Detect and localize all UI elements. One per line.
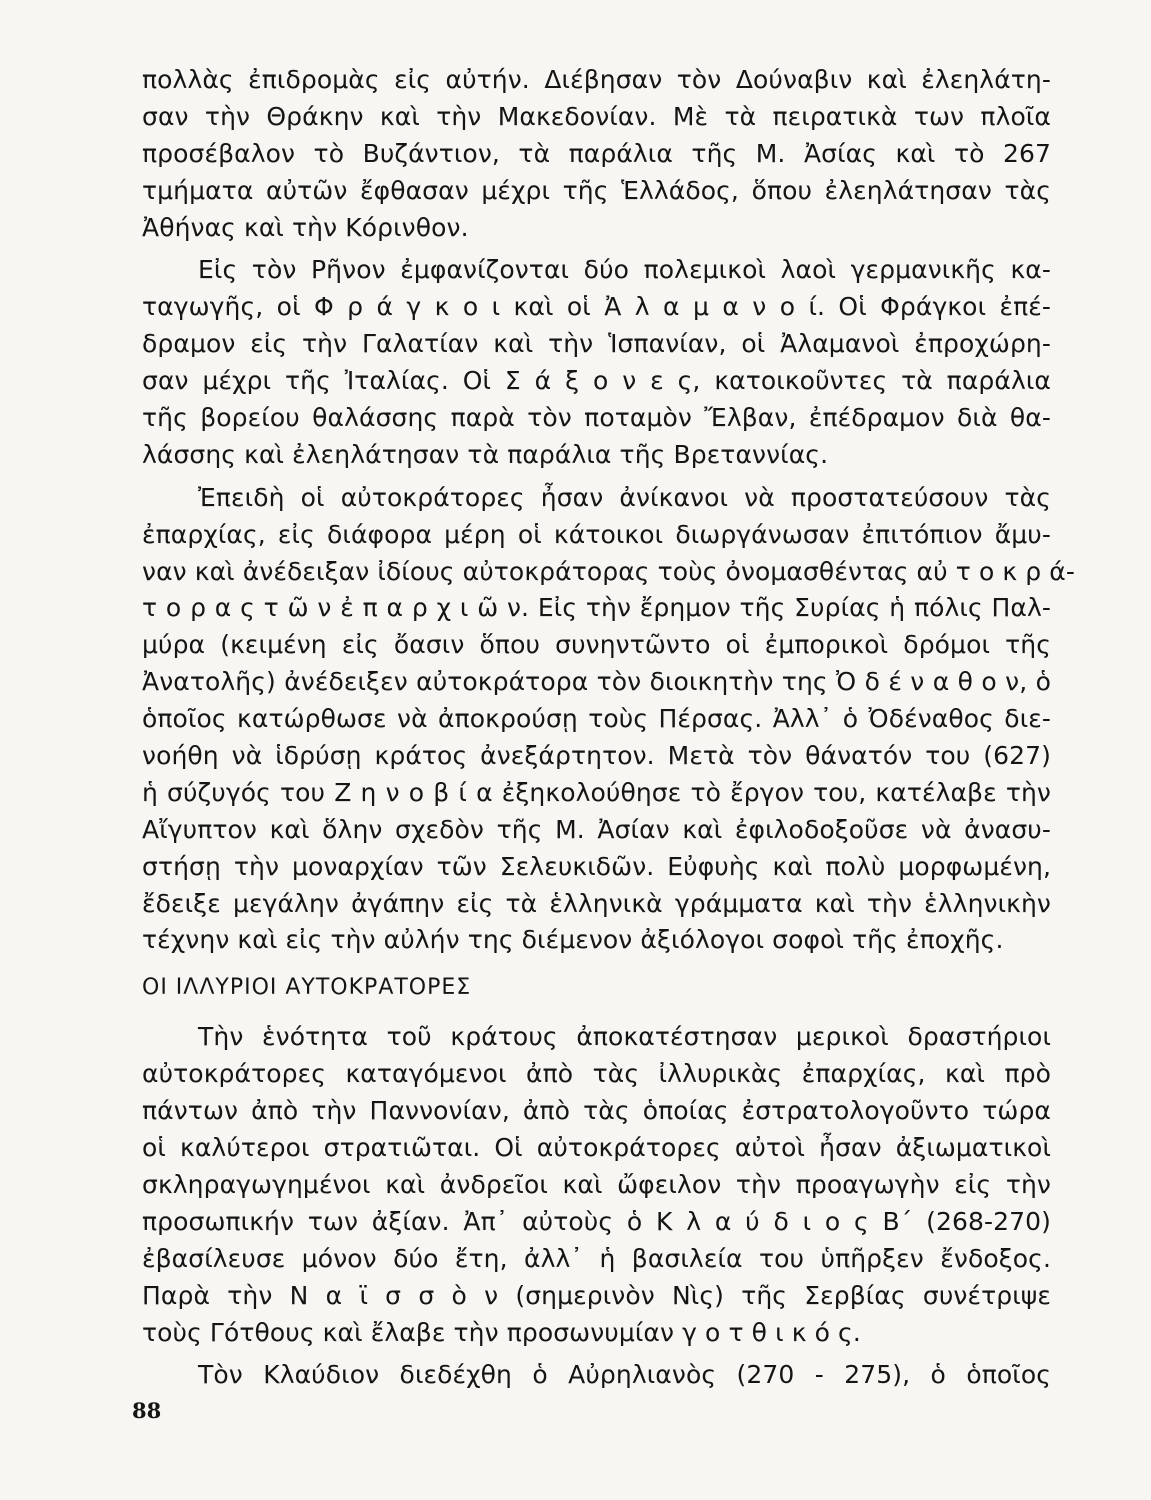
text-line: ταγωγῆς, οἱ Φ ρ ά γ κ ο ι καὶ οἱ Ἀ λ α μ α ν ο ί. Οἱ Φράγκοι ἐπέ- [142,292,1051,322]
text-line: Ἀθήνας καὶ τὴν Κόρινθον. [142,212,469,242]
paragraph [142,62,1051,246]
section-heading: ΟΙ ΙΛΛΥΡΙΟΙ ΑΥΤΟΚΡΑΤΟΡΕΣ [142,975,472,1001]
text-line: Ἀνατολῆς) ἀνέδειξεν αὐτοκράτορα τὸν διοικητὴν της Ὀ δ έ ν α θ ο ν, ὁ [142,667,1051,697]
text-line: νοήθη νὰ ἱδρύσῃ κράτος ἀνεξάρτητον. Μετὰ τὸν θάνατόν του (627) [142,741,1051,771]
text-line: οἱ καλύτεροι στρατιῶται. Οἱ αὐτοκράτορες αὐτοὶ ἦσαν ἀξιωματικοὶ [142,1133,1051,1163]
text-line: Τὴν ἑνότητα τοῦ κράτους ἀποκατέστησαν μερικοὶ δραστήριοι [198,1022,1051,1052]
text-line: Ἐπειδὴ οἱ αὐτοκράτορες ἦσαν ἀνίκανοι νὰ προστατεύσουν τὰς [198,482,1051,512]
text-line: Αἴγυπτον καὶ ὅλην σχεδὸν τῆς Μ. Ἀσίαν καὶ ἐφιλοδοξοῦσε νὰ ἀνασυ- [142,814,1051,844]
paragraph [142,252,1051,473]
text-line: ἐπαρχίας, εἰς διάφορα μέρη οἱ κάτοικοι διωργάνωσαν ἐπιτόπιον ἄμυ- [142,519,1051,549]
text-line: προσωπικήν των ἀξίαν. Ἀπ᾿ αὐτοὺς ὁ Κ λ α ύ δ ι ο ς Β´ (268-270) [142,1206,1051,1236]
text-line: τέχνην καὶ εἰς τὴν αὐλήν της διέμενον ἀξιόλογοι σοφοὶ τῆς ἐποχῆς. [142,925,1004,955]
text-line: τ ο ρ α ς τ ῶ ν ἐ π α ρ χ ι ῶ ν. Εἰς τὴν ἔρημον τῆς Συρίας ἡ πόλις Παλ- [142,593,1051,623]
text-line: μύρα (κειμένη εἰς ὄασιν ὅπου συνηντῶντο οἱ ἐμπορικοὶ δρόμοι τῆς [142,630,1051,660]
text-line: τμήματα αὐτῶν ἔφθασαν μέχρι τῆς Ἑλλάδος, ὅπου ἐλεηλάτησαν τὰς [142,175,1051,205]
paragraph [142,1357,1051,1394]
text-line: αὐτοκράτορες καταγόμενοι ἀπὸ τὰς ἰλλυρικὰς ἐπαρχίας, καὶ πρὸ [142,1059,1051,1089]
text-line: ἔδειξε μεγάλην ἀγάπην εἰς τὰ ἑλληνικὰ γράμματα καὶ τὴν ἑλληνικὴν [142,888,1051,918]
text-line: Τὸν Κλαύδιον διεδέχθη ὁ Αὐρηλιανὸς (270 - 275), ὁ ὁποῖος [198,1360,1051,1390]
text-line: ὁποῖος κατώρθωσε νὰ ἀποκρούσῃ τοὺς Πέρσας. Ἀλλ᾿ ὁ Ὀδέναθος διε- [142,704,1051,734]
text-line: σκληραγωγημένοι καὶ ἀνδρεῖοι καὶ ὤφειλον τὴν προαγωγὴν εἰς τὴν [142,1169,1051,1199]
text-line: τοὺς Γότθους καὶ ἔλαβε τὴν προσωνυμίαν γ ο τ θ ι κ ό ς. [142,1317,861,1347]
text-line: πολλὰς ἐπιδρομὰς εἰς αὐτήν. Διέβησαν τὸν Δούναβιν καὶ ἐλεηλάτη- [142,65,1051,94]
paragraph [142,1019,1051,1351]
paragraph [142,480,1075,960]
text-line: σαν μέχρι τῆς Ἰταλίας. Οἱ Σ ά ξ ο ν ε ς, κατοικοῦντες τὰ παράλια [142,366,1051,396]
text-line: προσέβαλον τὸ Βυζάντιον, τὰ παράλια τῆς Μ. Ἀσίας καὶ τὸ 267 [142,138,1051,168]
text-line: ἡ σύζυγός του Ζ η ν ο β ί α ἐξηκολούθησε τὸ ἔργον του, κατέλαβε τὴν [142,777,1051,807]
text-line: πάντων ἀπὸ τὴν Παννονίαν, ἀπὸ τὰς ὁποίας ἐστρατολογοῦντο τώρα [142,1096,1051,1126]
text-line: τῆς βορείου θαλάσσης παρὰ τὸν ποταμὸν Ἔλβαν, ἐπέδραμον διὰ θα- [142,403,1051,433]
text-line: δραμον εἰς τὴν Γαλατίαν καὶ τὴν Ἱσπανίαν, οἱ Ἀλαμανοὶ ἐπροχώρη- [142,329,1051,359]
text-line: λάσσης καὶ ἐλεηλάτησαν τὰ παράλια τῆς Βρεταννίας. [142,439,829,469]
text-line: Εἰς τὸν Ρῆνον ἐμφανίζονται δύο πολεμικοὶ λαοὶ γερμανικῆς κα- [198,255,1051,285]
text-line: Παρὰ τὴν Ν α ϊ σ σ ὸ ν (σημερινὸν Νὶς) τῆς Σερβίας συνέτριψε [142,1280,1051,1310]
text-line: ναν καὶ ἀνέδειξαν ἰδίους αὐτοκράτορας τοὺς ὀνομασθέντας αὐ τ ο κ ρ ά- [142,556,1075,586]
text-line: στήσῃ τὴν μοναρχίαν τῶν Σελευκιδῶν. Εὐφυὴς καὶ πολὺ μορφωμένη, [142,851,1051,881]
page-number: 88 [132,1398,162,1423]
text-line: σαν τὴν Θράκην καὶ τὴν Μακεδονίαν. Μὲ τὰ πειρατικὰ των πλοῖα [142,101,1051,131]
text-line: ἐβασίλευσε μόνον δύο ἔτη, ἀλλ᾿ ἡ βασιλεία του ὑπῆρξεν ἔνδοξος. [142,1243,1051,1273]
